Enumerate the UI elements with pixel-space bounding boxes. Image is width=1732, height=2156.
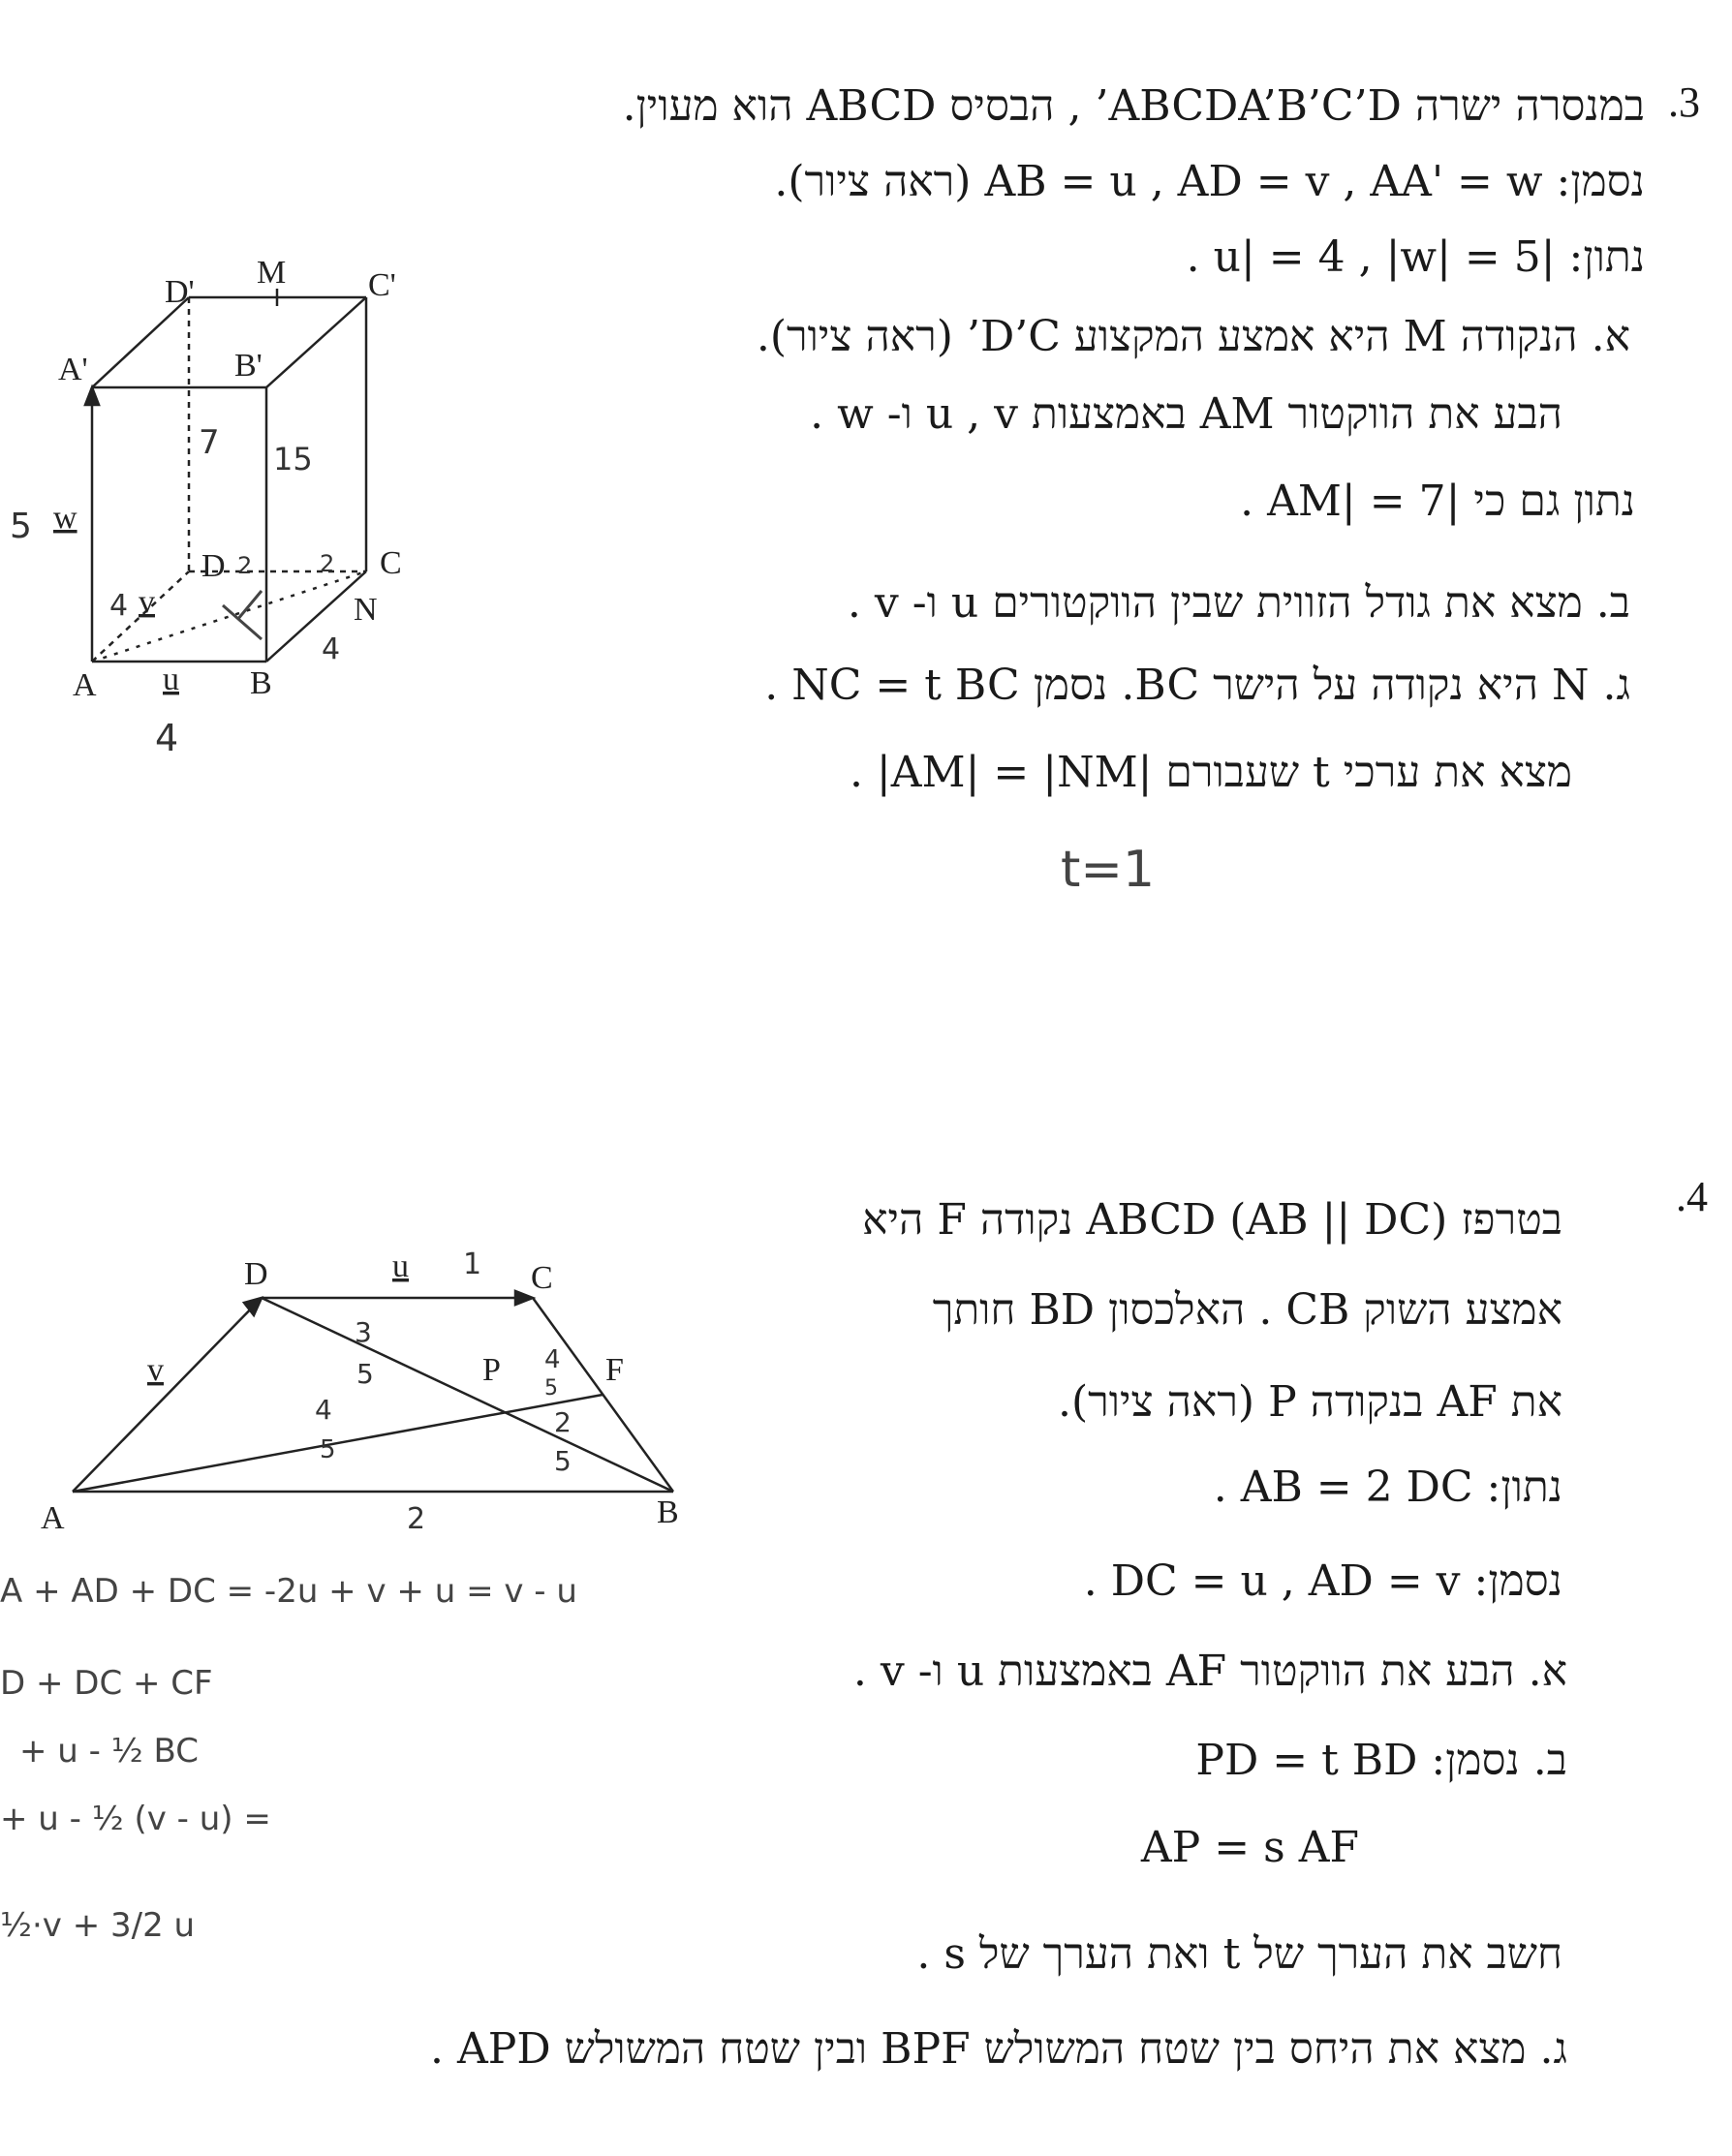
edge-b1c1 [266,297,366,387]
label-m: M [257,255,287,291]
hand-7: 7 [199,423,220,462]
hand-3: 3 [355,1316,372,1348]
q3-notation: נסמן: AB = u , AD = v , AA' = w (ראה ציור). [774,157,1645,206]
hand-4c: 4 [155,717,179,759]
q3-number: .3 [1668,78,1700,126]
q4-part-b-1: ב. נסמן: PD = t BD [1195,1736,1567,1785]
hand-5b: 5 [320,1435,336,1464]
hand-work-2: D + DC + CF [0,1664,213,1703]
q4-line-3: את AF בנקודה P (ראה ציור). [1058,1377,1562,1427]
q4-line-5: נסמן: DC = u , AD = v . [1083,1556,1562,1606]
q3-given-2: נתון גם כי |AM| = 7 . [1240,477,1635,526]
label-n: N [354,592,378,628]
hand-5-small: 5 [544,1376,558,1401]
label-d-trap: D [244,1256,268,1292]
q3-part-a-1: א. הנקודה M היא אמצע המקצוע D’C’ (ראה ציור). [756,312,1630,361]
label-u-trap: u [392,1248,409,1284]
label-p: P [482,1352,501,1388]
q3-part-a-2: הבע את הווקטור AM באמצעות u , v ו- w . [810,389,1562,439]
q3-part-c-2: מצא את ערכי t שעבורם |AM| = |NM| . [849,748,1572,797]
hand-4-trap: 4 [315,1394,332,1426]
label-u: u [163,662,179,697]
q4-line-1: בטרפז ABCD (AB || DC) נקודה F היא [862,1195,1562,1245]
hand-4-small: 4 [544,1345,561,1374]
hand-4a: 4 [109,589,129,623]
edge-a1d1 [92,297,189,387]
q3-given: נתון: |u| = 4 , |w| = 5 . [1186,232,1645,282]
q4-number: .4 [1676,1173,1708,1220]
prism-labels [10,255,402,759]
hand-work-1: A + AD + DC = -2u + v + u = v - u [0,1572,577,1611]
hand-2-base: 2 [407,1502,426,1536]
hand-2a: 2 [237,552,253,579]
hand-cross [223,591,262,639]
label-d1: D' [165,274,195,310]
edge-bc [266,571,366,662]
label-b-trap: B [657,1494,679,1530]
q4-part-b-2: AP = s AF [1140,1823,1359,1872]
label-a-trap: A [41,1500,65,1536]
hand-4b: 4 [322,632,341,666]
hand-2b: 2 [320,550,335,577]
label-b: B [250,665,272,701]
hand-work-4: + u - ½ (v - u) = [0,1800,271,1838]
hand-1: 1 [463,1247,482,1281]
label-c1: C' [368,267,396,303]
hand-15: 15 [273,441,313,477]
hand-work-5: ½·v + 3/2 u [0,1906,196,1945]
hand-2: 2 [554,1406,572,1438]
label-v: v [139,584,155,620]
label-f: F [605,1352,624,1388]
hand-5: 5 [10,507,32,546]
q3-intro: במנסרה ישרה ABCDA’B’C’D’ , הבסיס ABCD הוא מעוין. [622,81,1645,131]
q4-line-2: אמצע השוק CB . האלכסון BD חותך [932,1285,1562,1335]
label-c-trap: C [531,1260,553,1296]
label-w: w [53,500,77,536]
label-d: D [201,548,226,584]
label-a: A [73,667,97,703]
hand-5c: 5 [554,1445,572,1477]
q4-part-a: א. הבע את הווקטור AF באמצעות u ו- v . [852,1647,1567,1696]
label-c: C [380,545,402,581]
label-b1: B' [234,348,263,384]
q3-hand-answer: t=1 [1061,841,1156,899]
hand-5a: 5 [356,1358,374,1390]
label-a1: A' [58,352,88,387]
q3-part-c-1: ג. N היא נקודה על הישר BC. נסמן NC = t BC . [764,661,1630,710]
q4-line-4: נתון: AB = 2 DC . [1213,1463,1562,1512]
q4-part-c: ג. מצא את היחס בין שטח המשולש BPF ובין שטח המשולש APD . [430,2024,1567,2074]
w-arrow-head [85,387,99,405]
trapezoid-figure [73,1291,673,1492]
trapezoid-labels [41,1247,679,1536]
q3-part-b: ב. מצא את גודל הזווית שבין הווקטורים u ו- v . [847,578,1630,628]
q4-part-b-3: חשב את הערך של t ואת הערך של s . [916,1929,1562,1979]
label-v-trap: v [147,1352,164,1388]
hand-work-3: + u - ½ BC [19,1732,199,1771]
